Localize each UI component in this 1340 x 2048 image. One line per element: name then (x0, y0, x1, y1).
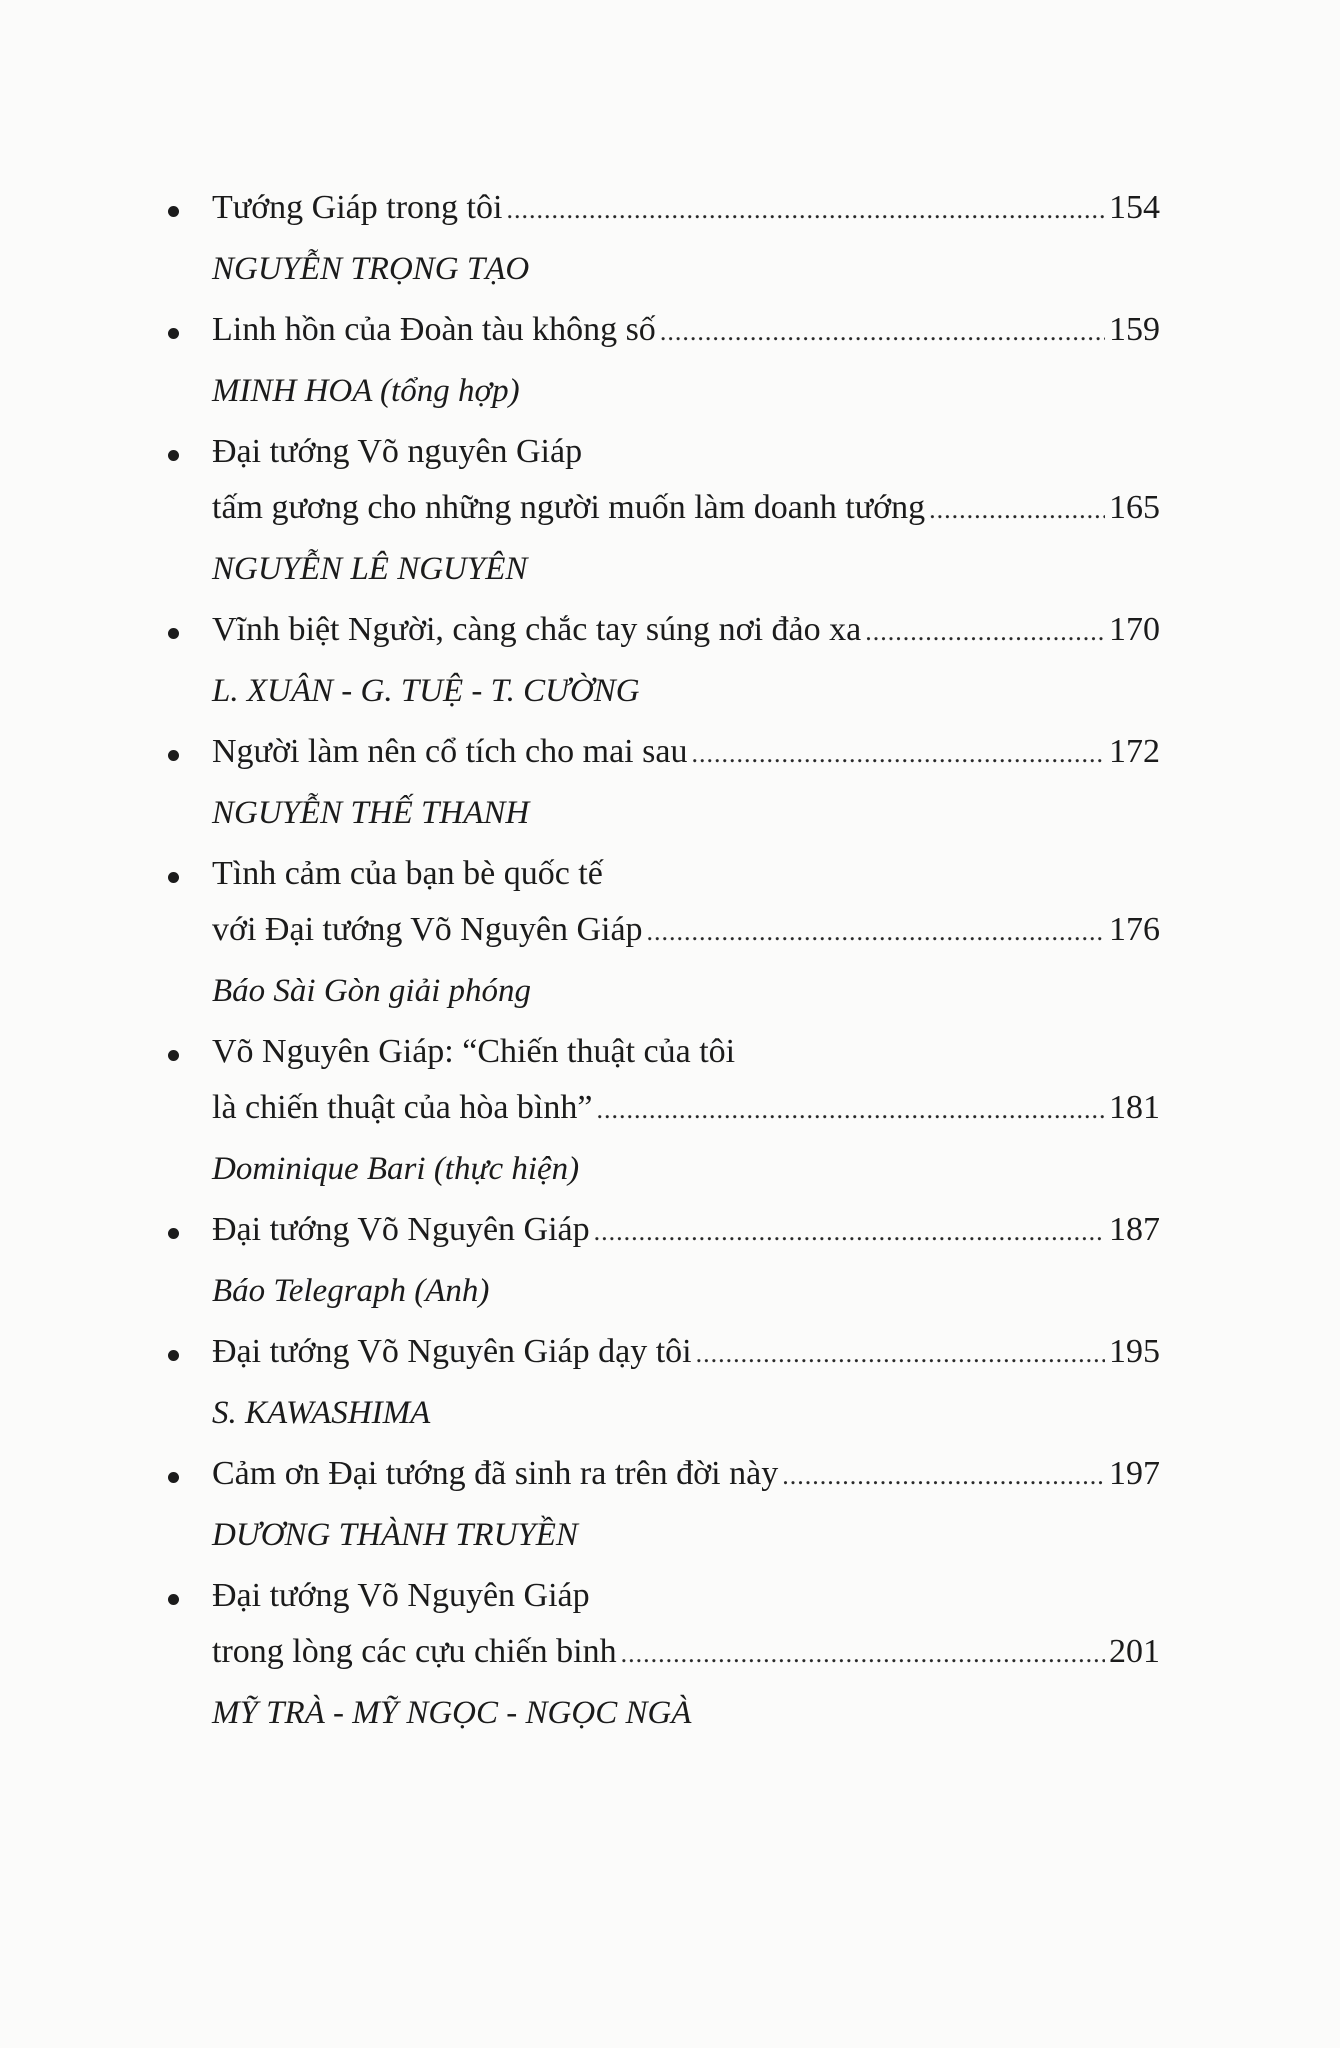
toc-entry-title: Đại tướng Võ Nguyên Giáp dạy tôi (212, 1333, 692, 1370)
dot-leader (782, 1448, 1105, 1502)
bullet-icon (168, 1050, 179, 1061)
toc-entry-title-line (212, 602, 1160, 658)
toc-entry (160, 302, 1160, 424)
toc-entry-title-line (212, 1446, 1160, 1502)
toc-entry (160, 180, 1160, 302)
bullet-icon (168, 450, 179, 461)
toc-entry-title-line (212, 1568, 1160, 1624)
toc-entry (160, 1568, 1160, 1746)
dot-leader (647, 904, 1105, 958)
toc-entry-title: tấm gương cho những người muốn làm doanh tướng (212, 489, 926, 526)
bullet-icon (168, 1472, 179, 1483)
toc-entry-page-number: 181 (1109, 1089, 1160, 1126)
toc-entry-title: là chiến thuật của hòa bình” (212, 1089, 593, 1126)
toc-entry-title-line (212, 1324, 1160, 1380)
toc-entry-title: Người làm nên cổ tích cho mai sau (212, 733, 688, 770)
bullet-icon (168, 206, 179, 217)
toc-entry-page-number: 159 (1109, 311, 1160, 348)
toc-entry (160, 1324, 1160, 1446)
dot-leader (660, 304, 1105, 358)
bullet-icon (168, 328, 179, 339)
toc-entry-author: Báo Sài Gòn giải phóng (212, 973, 531, 1009)
toc-entry-author: NGUYỄN LÊ NGUYÊN (212, 551, 528, 587)
bullet-icon (168, 1228, 179, 1239)
toc-entry-title-line (212, 480, 1160, 536)
toc-entry-page-number: 187 (1109, 1211, 1160, 1248)
toc-entry-title-line (212, 424, 1160, 480)
toc-entry-author: L. XUÂN - G. TUỆ - T. CƯỜNG (212, 673, 640, 709)
dot-leader (594, 1204, 1105, 1258)
toc-entry-title-line (212, 1202, 1160, 1258)
toc-entry-title: Linh hồn của Đoàn tàu không số (212, 311, 656, 348)
toc-entry-author: Báo Telegraph (Anh) (212, 1273, 490, 1309)
toc-entry-page-number: 195 (1109, 1333, 1160, 1370)
bullet-icon (168, 628, 179, 639)
toc-entry-page-number: 165 (1109, 489, 1160, 526)
toc-entry-page-number: 172 (1109, 733, 1160, 770)
toc-entry-author: Dominique Bari (thực hiện) (212, 1151, 580, 1187)
dot-leader (621, 1626, 1105, 1680)
toc-entry-title: Cảm ơn Đại tướng đã sinh ra trên đời này (212, 1455, 779, 1492)
toc-entry-page-number: 170 (1109, 611, 1160, 648)
table-of-contents (160, 180, 1160, 1746)
toc-entry-title-line (212, 1080, 1160, 1136)
bullet-icon (168, 1350, 179, 1361)
toc-entry-author: S. KAWASHIMA (212, 1395, 431, 1431)
toc-entry-page-number: 176 (1109, 911, 1160, 948)
toc-entry-author: DƯƠNG THÀNH TRUYỀN (212, 1517, 578, 1553)
toc-entry (160, 602, 1160, 724)
toc-entry-page-number: 201 (1109, 1633, 1160, 1670)
toc-entry-title: Tướng Giáp trong tôi (212, 189, 503, 226)
toc-entry-author: NGUYỄN THẾ THANH (212, 795, 530, 831)
toc-entry-page-number: 154 (1109, 189, 1160, 226)
toc-entry-title-line (212, 846, 1160, 902)
toc-entry-title: Đại tướng Võ Nguyên Giáp (212, 1577, 590, 1614)
toc-entry-author: MỸ TRÀ - MỸ NGỌC - NGỌC NGÀ (212, 1695, 692, 1731)
toc-entry-author: MINH HOA (tổng hợp) (212, 373, 520, 409)
toc-entry-title: Đại tướng Võ Nguyên Giáp (212, 1211, 590, 1248)
toc-entry-title: Tình cảm của bạn bè quốc tế (212, 855, 603, 892)
toc-entry-author: NGUYỄN TRỌNG TẠO (212, 251, 530, 287)
toc-entry-title: Vĩnh biệt Người, càng chắc tay súng nơi đảo xa (212, 611, 862, 648)
dot-leader (691, 726, 1105, 780)
dot-leader (929, 482, 1105, 536)
toc-entry (160, 424, 1160, 602)
toc-entry-title: với Đại tướng Võ Nguyên Giáp (212, 911, 643, 948)
toc-entry-title-line (212, 302, 1160, 358)
toc-entry-title-line (212, 902, 1160, 958)
dot-leader (865, 604, 1105, 658)
toc-entry-title-line (212, 1624, 1160, 1680)
toc-entry-title: Đại tướng Võ nguyên Giáp (212, 433, 583, 470)
toc-entry (160, 846, 1160, 1024)
bullet-icon (168, 750, 179, 761)
toc-entry-page-number: 197 (1109, 1455, 1160, 1492)
toc-entry-title-line (212, 724, 1160, 780)
toc-entry-title-line (212, 1024, 1160, 1080)
dot-leader (506, 182, 1105, 236)
toc-entry (160, 1202, 1160, 1324)
dot-leader (596, 1082, 1105, 1136)
toc-entry-title: trong lòng các cựu chiến binh (212, 1633, 617, 1670)
toc-entry (160, 724, 1160, 846)
bullet-icon (168, 1594, 179, 1605)
bullet-icon (168, 872, 179, 883)
dot-leader (696, 1326, 1105, 1380)
toc-entry-title-line (212, 180, 1160, 236)
toc-entry (160, 1446, 1160, 1568)
toc-entry-title: Võ Nguyên Giáp: “Chiến thuật của tôi (212, 1033, 736, 1070)
toc-entry (160, 1024, 1160, 1202)
